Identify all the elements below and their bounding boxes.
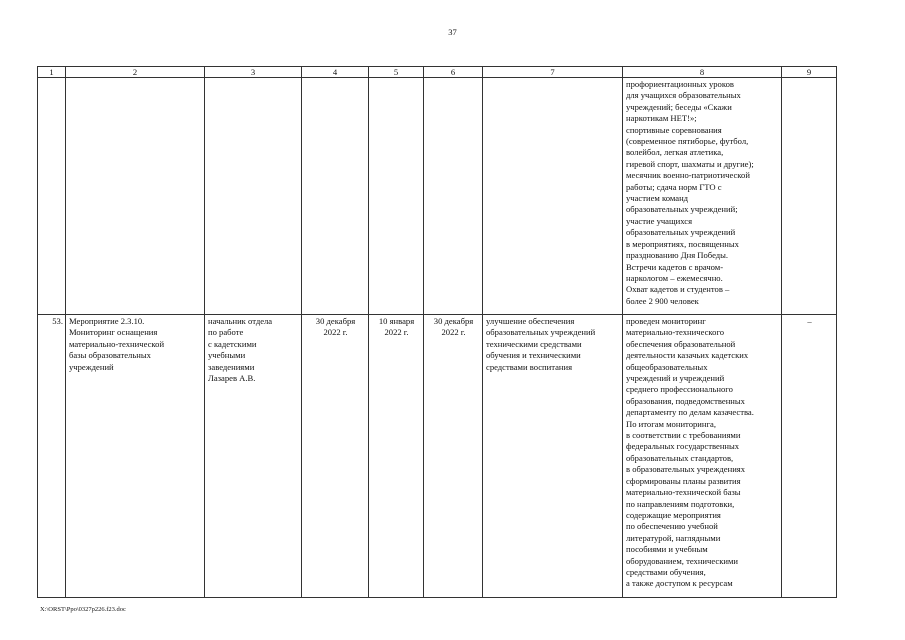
text-line: участие учащихся [626,215,693,226]
planned-end-date-cell [302,315,369,598]
column-number-cell: 2 [66,67,205,78]
results-cell [623,78,782,315]
text-line: по работе [208,327,244,338]
column-number-row [38,67,837,78]
text-line: наркологом – ежемесячно. [626,272,723,283]
table-row-53 [38,315,837,598]
column-number-cell: 7 [483,67,623,78]
text-line: Лазарев А.В. [208,373,256,384]
text-line: для учащихся образовательных [626,90,741,101]
text-line: в мероприятиях, посвященных [626,238,739,249]
text-line: улучшение обеспечения [486,316,575,326]
text-line: 2022 г. [323,327,348,338]
text-line: общеобразовательных [626,361,708,372]
text-line: с кадетскими [208,338,257,349]
text-line: литературой, наглядными [626,532,721,543]
text-line: оборудованием, техническими [626,555,739,566]
text-line: техническими средствами [486,338,582,349]
text-line: образовательных стандартов, [626,452,734,463]
file-path-footer: X:\ORST\Ppo\0327p226.f23.doc [40,606,126,613]
continued-row [38,78,837,315]
text-line: средствами обучения, [626,566,706,577]
text-line: 10 января [378,316,415,326]
text-line: 2022 г. [441,327,466,338]
text-line: материально-технического [626,327,725,338]
text-line: учреждений и учреждений [626,373,725,384]
text-line: базы образовательных [69,350,151,361]
empty-cell [302,78,369,315]
text-line: наркотикам НЕТ!»; [626,113,697,124]
expected-result-cell [483,315,623,598]
text-line: гиревой спорт, шахматы и другие); [626,158,754,169]
column-number-cell: 1 [38,67,66,78]
text-line: Мероприятие 2.3.10. [69,316,145,326]
text-line: учреждений; беседы «Скажи [626,101,732,112]
text-line: волейбол, легкая атлетика, [626,147,724,158]
text-line: 30 декабря [433,316,474,326]
actual-start-date-cell [369,315,424,598]
row-number: 53. [38,315,66,598]
notes-cell: – [782,315,837,598]
text-line: Охват кадетов и студентов – [626,284,730,295]
empty-cell [38,78,66,315]
text-line: обеспечения образовательной [626,338,736,349]
column-number-cell: 8 [623,67,782,78]
text-line: проведен мониторинг [626,316,706,326]
text-line: среднего профессионального [626,384,733,395]
text-line: образования, подведомственных [626,395,745,406]
text-line: 2022 г. [384,327,409,338]
empty-cell [66,78,205,315]
column-number-cell: 4 [302,67,369,78]
text-line: работы; сдача норм ГТО с [626,181,722,192]
text-line: (современное пятиборье, футбол, [626,136,749,147]
text-line: департаменту по делам казачества. [626,407,754,418]
text-line: в образовательных учреждениях [626,464,746,475]
column-number-cell: 5 [369,67,424,78]
text-line: средствами воспитания [486,361,573,372]
document-table [37,66,837,598]
text-line: 30 декабря [315,316,356,326]
text-line: образовательных учреждений [626,227,736,238]
text-line: спортивные соревнования [626,124,722,135]
text-line: месячник военно-патриотической [626,170,750,181]
text-line: федеральных государственных [626,441,740,452]
text-line: более 2 900 человек [626,295,699,306]
text-line: деятельности казачьих кадетских [626,350,749,361]
text-line: празднованию Дня Победы. [626,250,729,261]
responsible-cell [205,315,302,598]
text-line: сформированы планы развития [626,475,741,486]
text-line: пособиями и учебным [626,544,708,555]
text-line: обучения и техническими [486,350,581,361]
text-line: Мониторинг оснащения [69,327,158,338]
text-line: начальник отдела [208,316,273,326]
text-line: По итогам мониторинга, [626,418,716,429]
empty-cell [369,78,424,315]
column-number-cell: 3 [205,67,302,78]
empty-cell [205,78,302,315]
column-number-cell: 9 [782,67,837,78]
text-line: а также доступом к ресурсам [626,578,733,589]
results-cell [623,315,782,598]
text-line: Встречи кадетов с врачом- [626,261,724,272]
text-line: профориентационных уроков [626,79,734,89]
text-line: по направлениям подготовки, [626,498,735,509]
text-line: участием команд [626,193,689,204]
text-line: содержащие мероприятия [626,509,721,520]
empty-cell [483,78,623,315]
activity-cell [66,315,205,598]
text-line: материально-технической базы [626,487,741,498]
text-line: образовательных учреждений [486,327,596,338]
empty-cell [782,78,837,315]
text-line: учебными [208,350,246,361]
text-line: материально-технической [69,338,165,349]
empty-cell [424,78,483,315]
text-line: по обеспечению учебной [626,521,718,532]
page-number: 37 [448,27,457,37]
column-number-cell: 6 [424,67,483,78]
text-line: образовательных учреждений; [626,204,738,215]
text-line: учреждений [69,361,114,372]
actual-end-date-cell [424,315,483,598]
text-line: в соответствии с требованиями [626,430,741,441]
text-line: заведениями [208,361,255,372]
